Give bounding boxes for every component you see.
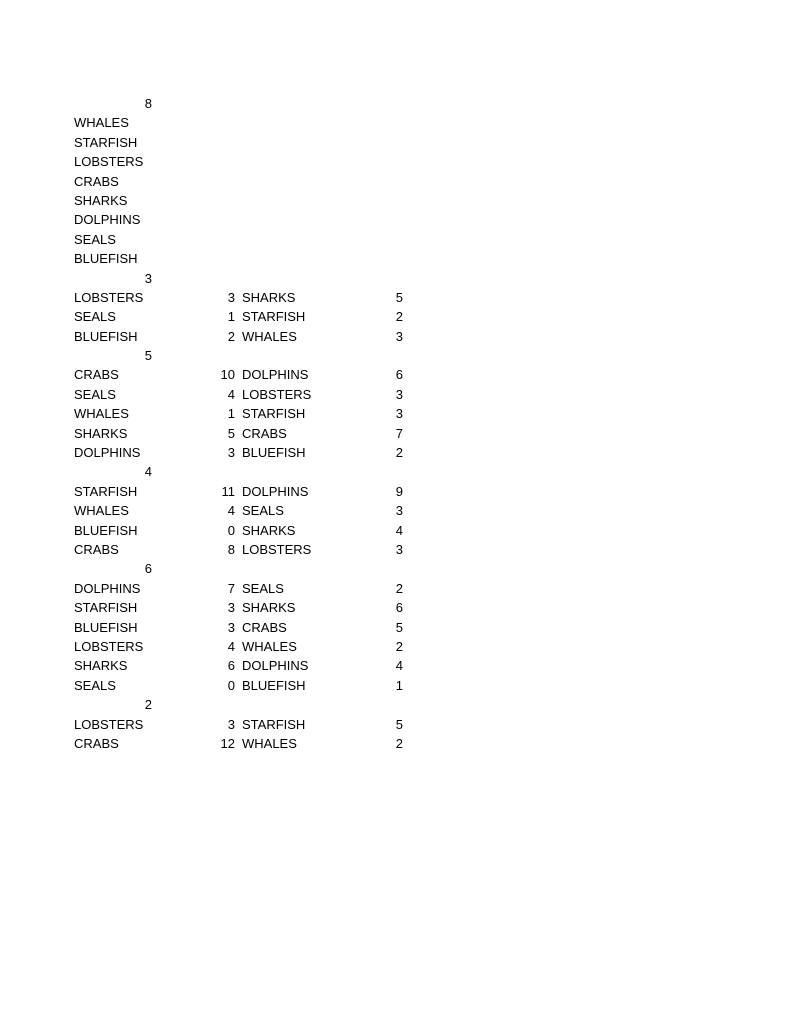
score-cell: 5 (227, 425, 235, 441)
score-cell: 12 (220, 735, 235, 751)
team-name-cell: STARFISH (74, 600, 138, 616)
opponent-score-cell: 5 (395, 619, 403, 635)
opponent-score-cell: 2 (395, 638, 403, 654)
score-cell: 1 (227, 406, 235, 422)
score-cell: 4 (227, 503, 235, 519)
opponent-name-cell: WHALES (242, 328, 297, 344)
opponent-name-cell: DOLPHINS (242, 483, 309, 499)
game-row (0, 365, 791, 384)
game-row (0, 540, 791, 559)
team-name-cell: LOBSTERS (74, 638, 144, 654)
game-row (0, 288, 791, 307)
score-cell: 11 (221, 483, 235, 499)
team-name-cell: STARFISH (74, 483, 138, 499)
team-name-cell: DOLPHINS (74, 212, 141, 228)
game-row (0, 152, 791, 171)
game-row (0, 191, 791, 210)
team-name-cell: WHALES (74, 503, 129, 519)
game-row (0, 327, 791, 346)
group-number: 4 (144, 464, 152, 480)
score-cell: 4 (227, 638, 235, 654)
game-row (0, 521, 791, 540)
group-number: 6 (144, 561, 152, 577)
game-row (0, 249, 791, 268)
game-row (0, 307, 791, 326)
opponent-score-cell: 5 (395, 289, 403, 305)
score-cell: 3 (227, 445, 235, 461)
team-name-cell: SHARKS (74, 658, 128, 674)
score-cell: 0 (227, 677, 235, 693)
opponent-name-cell: STARFISH (242, 406, 306, 422)
team-name-cell: SEALS (74, 677, 116, 693)
game-row (0, 618, 791, 637)
team-name-cell: SEALS (74, 231, 116, 247)
team-name-cell: CRABS (74, 367, 119, 383)
score-cell: 6 (227, 658, 235, 674)
team-name-cell: BLUEFISH (74, 522, 138, 538)
opponent-score-cell: 3 (395, 328, 403, 344)
team-name-cell: SEALS (74, 386, 116, 402)
game-row (0, 734, 791, 753)
opponent-score-cell: 3 (395, 386, 403, 402)
game-row (0, 230, 791, 249)
opponent-name-cell: STARFISH (242, 716, 306, 732)
opponent-name-cell: CRABS (242, 619, 287, 635)
opponent-name-cell: SEALS (242, 503, 284, 519)
score-cell: 1 (227, 309, 235, 325)
opponent-score-cell: 5 (395, 716, 403, 732)
group-header-row (0, 346, 791, 365)
group-number: 3 (144, 270, 152, 286)
game-row (0, 501, 791, 520)
team-name-cell: CRABS (74, 173, 119, 189)
opponent-name-cell: SEALS (242, 580, 284, 596)
opponent-name-cell: LOBSTERS (242, 541, 312, 557)
team-name-cell: LOBSTERS (74, 716, 144, 732)
game-row (0, 424, 791, 443)
game-row (0, 172, 791, 191)
game-row (0, 113, 791, 132)
opponent-name-cell: STARFISH (242, 309, 306, 325)
group-header-row (0, 269, 791, 288)
opponent-name-cell: WHALES (242, 735, 297, 751)
score-cell: 3 (227, 716, 235, 732)
team-name-cell: BLUEFISH (74, 619, 138, 635)
team-name-cell: SHARKS (74, 192, 128, 208)
team-name-cell: WHALES (74, 115, 129, 131)
score-cell: 3 (227, 600, 235, 616)
opponent-name-cell: BLUEFISH (242, 445, 306, 461)
opponent-score-cell: 2 (395, 445, 403, 461)
opponent-name-cell: SHARKS (242, 522, 296, 538)
score-cell: 0 (227, 522, 235, 538)
team-name-cell: SEALS (74, 309, 116, 325)
game-row (0, 656, 791, 675)
score-cell: 3 (227, 619, 235, 635)
opponent-score-cell: 6 (395, 367, 403, 383)
team-name-cell: CRABS (74, 735, 119, 751)
game-row (0, 676, 791, 695)
team-name-cell: DOLPHINS (74, 445, 141, 461)
score-cell: 10 (220, 367, 235, 383)
group-number: 5 (144, 348, 152, 364)
team-name-cell: CRABS (74, 541, 119, 557)
opponent-score-cell: 3 (395, 503, 403, 519)
opponent-name-cell: CRABS (242, 425, 287, 441)
opponent-score-cell: 4 (395, 522, 403, 538)
group-header-row (0, 559, 791, 578)
team-name-cell: SHARKS (74, 425, 128, 441)
team-name-cell: DOLPHINS (74, 580, 141, 596)
score-cell: 7 (227, 580, 235, 596)
game-row (0, 443, 791, 462)
group-number: 8 (144, 96, 152, 111)
opponent-name-cell: LOBSTERS (242, 386, 312, 402)
opponent-score-cell: 3 (395, 541, 403, 557)
score-cell: 3 (227, 289, 235, 305)
game-row (0, 210, 791, 229)
spreadsheet-page (0, 94, 791, 753)
group-header-row (0, 462, 791, 481)
group-header-row (0, 695, 791, 714)
opponent-name-cell: DOLPHINS (242, 367, 309, 383)
game-row (0, 482, 791, 501)
game-row (0, 637, 791, 656)
opponent-score-cell: 6 (395, 600, 403, 616)
score-cell: 2 (227, 328, 235, 344)
score-cell: 4 (227, 386, 235, 402)
game-row (0, 598, 791, 617)
team-name-cell: BLUEFISH (74, 328, 138, 344)
opponent-score-cell: 7 (395, 425, 403, 441)
opponent-score-cell: 9 (395, 483, 403, 499)
opponent-name-cell: SHARKS (242, 289, 296, 305)
opponent-name-cell: WHALES (242, 638, 297, 654)
game-row (0, 715, 791, 734)
team-name-cell: LOBSTERS (74, 154, 144, 170)
opponent-score-cell: 3 (395, 406, 403, 422)
opponent-score-cell: 1 (395, 677, 403, 693)
opponent-score-cell: 2 (395, 735, 403, 751)
opponent-score-cell: 4 (395, 658, 403, 674)
game-row (0, 133, 791, 152)
game-row (0, 579, 791, 598)
opponent-name-cell: BLUEFISH (242, 677, 306, 693)
group-number: 2 (144, 697, 152, 713)
opponent-score-cell: 2 (395, 309, 403, 325)
game-row (0, 385, 791, 404)
game-row (0, 404, 791, 423)
team-name-cell: WHALES (74, 406, 129, 422)
opponent-name-cell: DOLPHINS (242, 658, 309, 674)
team-name-cell: BLUEFISH (74, 251, 138, 267)
score-cell: 8 (227, 541, 235, 557)
team-name-cell: LOBSTERS (74, 289, 144, 305)
group-header-row (0, 94, 791, 113)
opponent-score-cell: 2 (395, 580, 403, 596)
team-name-cell: STARFISH (74, 134, 138, 150)
opponent-name-cell: SHARKS (242, 600, 296, 616)
